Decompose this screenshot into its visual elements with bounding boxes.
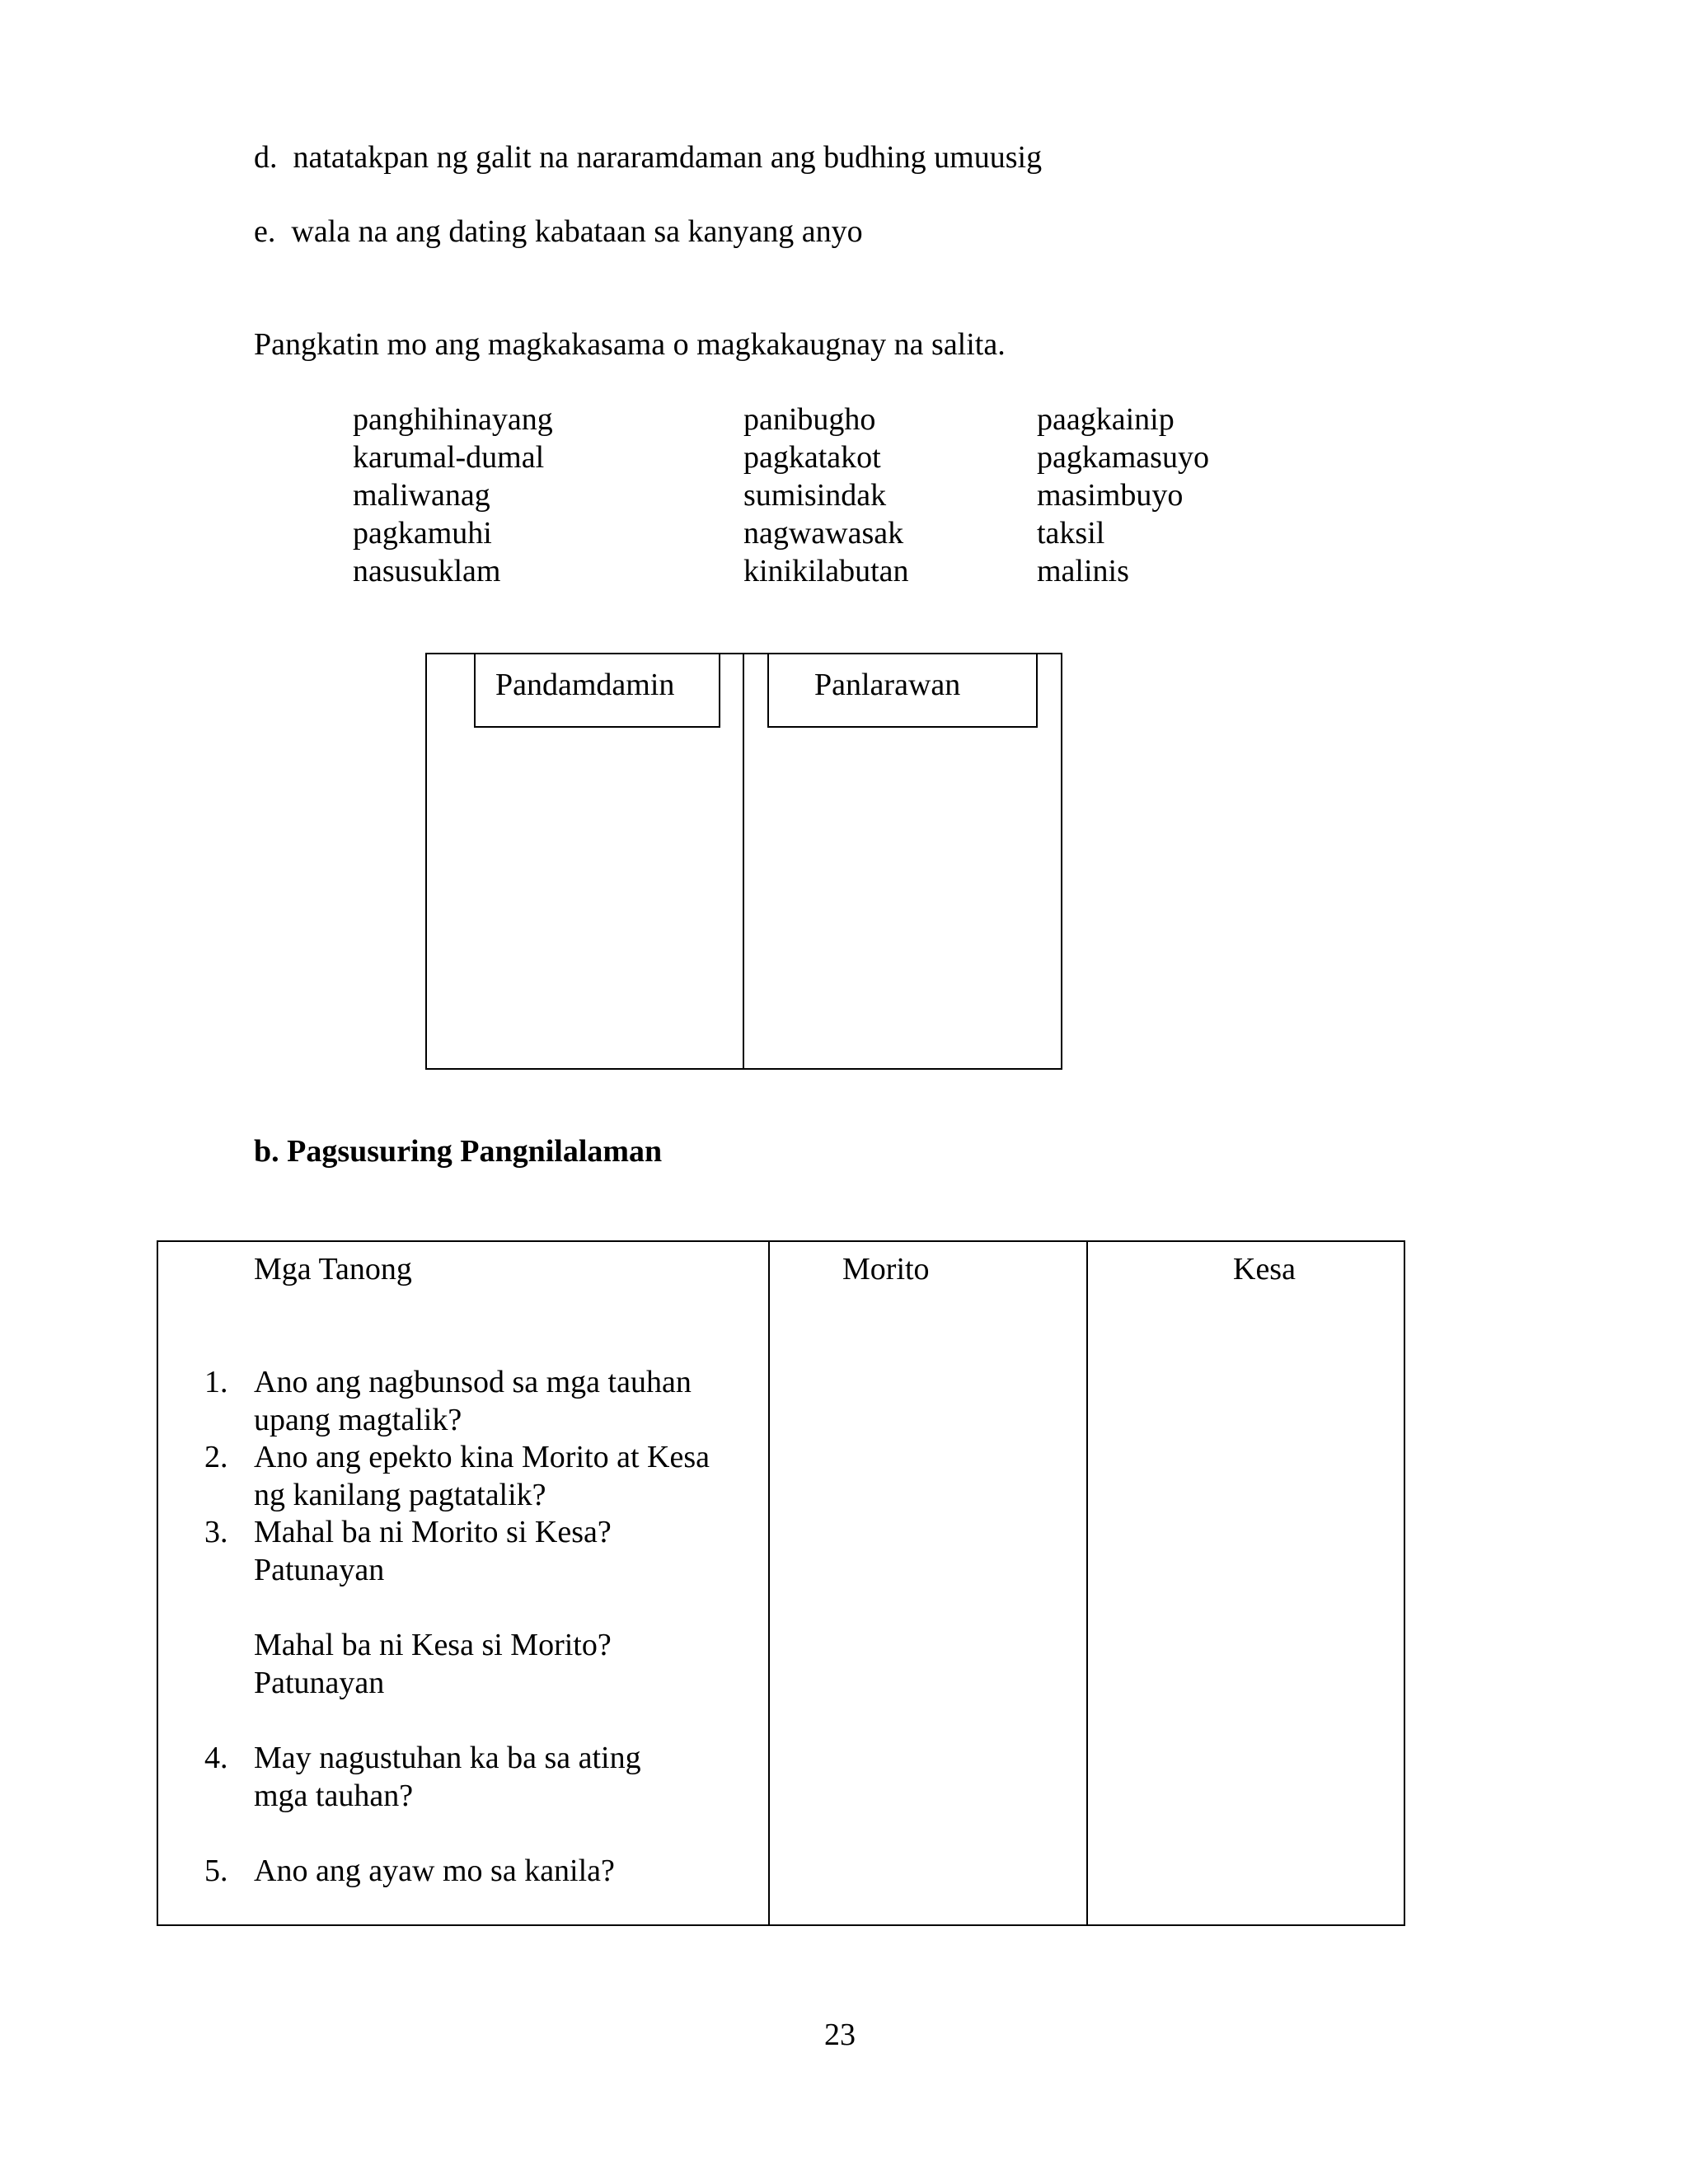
item-e-text: wala na ang dating kabataan sa kanyang anyo	[291, 214, 863, 249]
category-label-left: Pandamdamin	[495, 668, 675, 702]
word: panibugho	[743, 402, 876, 437]
word: kinikilabutan	[743, 554, 909, 588]
word-column-1	[353, 401, 553, 590]
section-heading: b. Pagsusuring Pangnilalaman	[254, 1134, 663, 1169]
question-number: 4.	[204, 1741, 228, 1775]
word: taksil	[1037, 516, 1105, 551]
table-header-questions: Mga Tanong	[254, 1252, 412, 1286]
word: maliwanag	[353, 478, 490, 513]
question-number: 3.	[204, 1515, 228, 1549]
item-d	[254, 138, 1042, 176]
word: pagkamasuyo	[1037, 440, 1209, 475]
word: malinis	[1037, 554, 1129, 588]
word-column-2	[743, 401, 909, 590]
word-column-3	[1037, 401, 1209, 590]
table-divider-1	[768, 1240, 770, 1926]
question-number: 5.	[204, 1854, 228, 1888]
word: pagkatakot	[743, 440, 881, 475]
table-divider-2	[1086, 1240, 1088, 1926]
question-number: 2.	[204, 1440, 228, 1474]
question-text: Ano ang ayaw mo sa kanila?	[254, 1854, 615, 1888]
instruction: Pangkatin mo ang magkakasama o magkakaugnay na salita.	[254, 327, 1006, 362]
table-header-morito: Morito	[842, 1252, 930, 1286]
word: pagkamuhi	[353, 516, 492, 551]
word: masimbuyo	[1037, 478, 1184, 513]
question-number: 1.	[204, 1365, 228, 1399]
table-header-kesa: Kesa	[1233, 1252, 1296, 1286]
question-text: Mahal ba ni Kesa si Morito?	[254, 1628, 612, 1662]
question-text: ng kanilang pagtatalik?	[254, 1478, 546, 1512]
question-text: upang magtalik?	[254, 1403, 462, 1437]
word: nasusuklam	[353, 554, 501, 588]
category-label-right: Panlarawan	[814, 668, 961, 702]
word: panghihinayang	[353, 402, 553, 437]
question-text: May nagustuhan ka ba sa ating	[254, 1741, 641, 1775]
item-e	[254, 213, 863, 251]
question-text: Ano ang nagbunsod sa mga tauhan	[254, 1365, 692, 1399]
question-text: Patunayan	[254, 1553, 385, 1587]
question-text: Patunayan	[254, 1666, 385, 1700]
category-divider	[743, 653, 744, 1070]
word: sumisindak	[743, 478, 887, 513]
item-d-letter: d.	[254, 140, 278, 175]
word: karumal-dumal	[353, 440, 545, 475]
question-text: mga tauhan?	[254, 1779, 414, 1813]
word: paagkainip	[1037, 402, 1175, 437]
word: nagwawasak	[743, 516, 904, 551]
page-number: 23	[824, 2018, 856, 2052]
question-text: Mahal ba ni Morito si Kesa?	[254, 1515, 612, 1549]
item-e-letter: e.	[254, 214, 276, 249]
item-d-text: natatakpan ng galit na nararamdaman ang budhing umuusig	[293, 140, 1043, 175]
question-text: Ano ang epekto kina Morito at Kesa	[254, 1440, 710, 1474]
